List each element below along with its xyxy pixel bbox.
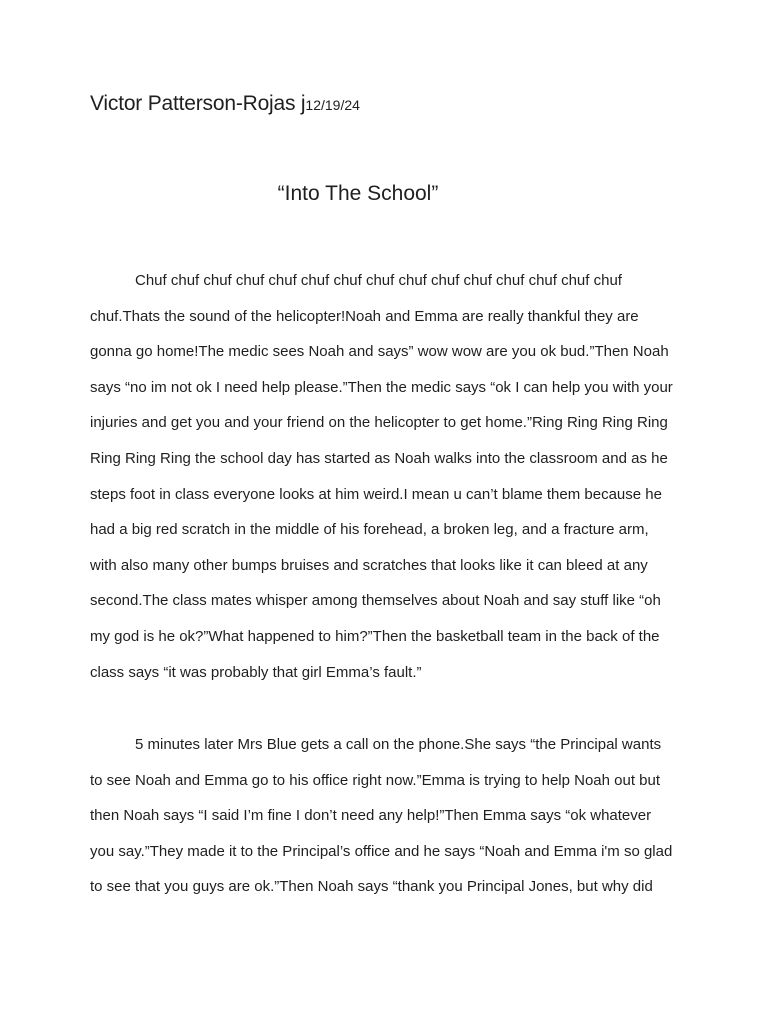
author-name: Victor Patterson-Rojas j: [90, 92, 306, 115]
paragraph-line: Chuf chuf chuf chuf chuf chuf chuf chuf chuf chuf chuf chuf chuf chuf chuf: [135, 272, 622, 289]
paragraph-line: class says “it was probably that girl Emma’s fault.”: [90, 663, 422, 681]
paragraph-line: you say.”They made it to the Principal’s office and he says “Noah and Emma i'm so glad: [90, 842, 673, 860]
paragraph-line: with also many other bumps bruises and scratches that looks like it can bleed at any: [90, 556, 648, 574]
paragraph-line: had a big red scratch in the middle of his forehead, a broken leg, and a fracture arm,: [90, 521, 649, 539]
paragraph-line: injuries and get you and your friend on the helicopter to get home.”Ring Ring Ring Ring: [90, 414, 668, 432]
paragraph-line: to see that you guys are ok.”Then Noah says “thank you Principal Jones, but why did: [90, 878, 653, 896]
paragraph-line: then Noah says “I said I’m fine I don’t need any help!”Then Emma says “ok whatever: [90, 807, 652, 825]
paragraph-line: to see Noah and Emma go to his office right now.”Emma is trying to help Noah out but: [90, 771, 661, 789]
paragraph: [90, 727, 690, 905]
paragraph-line: chuf.Thats the sound of the helicopter!Noah and Emma are really thankful they are: [90, 307, 639, 325]
document-date: 12/19/24: [305, 97, 360, 113]
document-header: [90, 92, 360, 116]
paragraph-line: says “no im not ok I need help please.”Then the medic says “ok I can help you with your: [90, 378, 673, 396]
paragraph-line: Ring Ring Ring the school day has started as Noah walks into the classroom and as he: [90, 449, 668, 467]
paragraph-line: second.The class mates whisper among themselves about Noah and say stuff like “oh: [90, 592, 661, 610]
story-title: “Into The School”: [277, 182, 439, 205]
paragraph-line: steps foot in class everyone looks at him weird.I mean u can’t blame them because he: [90, 485, 662, 503]
paragraph-line: gonna go home!The medic sees Noah and says” wow wow are you ok bud.”Then Noah: [90, 343, 669, 361]
paragraph-line: 5 minutes later Mrs Blue gets a call on the phone.She says “the Principal wants: [135, 736, 662, 753]
paragraph: [90, 263, 690, 690]
paragraph-line: my god is he ok?”What happened to him?”Then the basketball team in the back of the: [90, 627, 660, 645]
